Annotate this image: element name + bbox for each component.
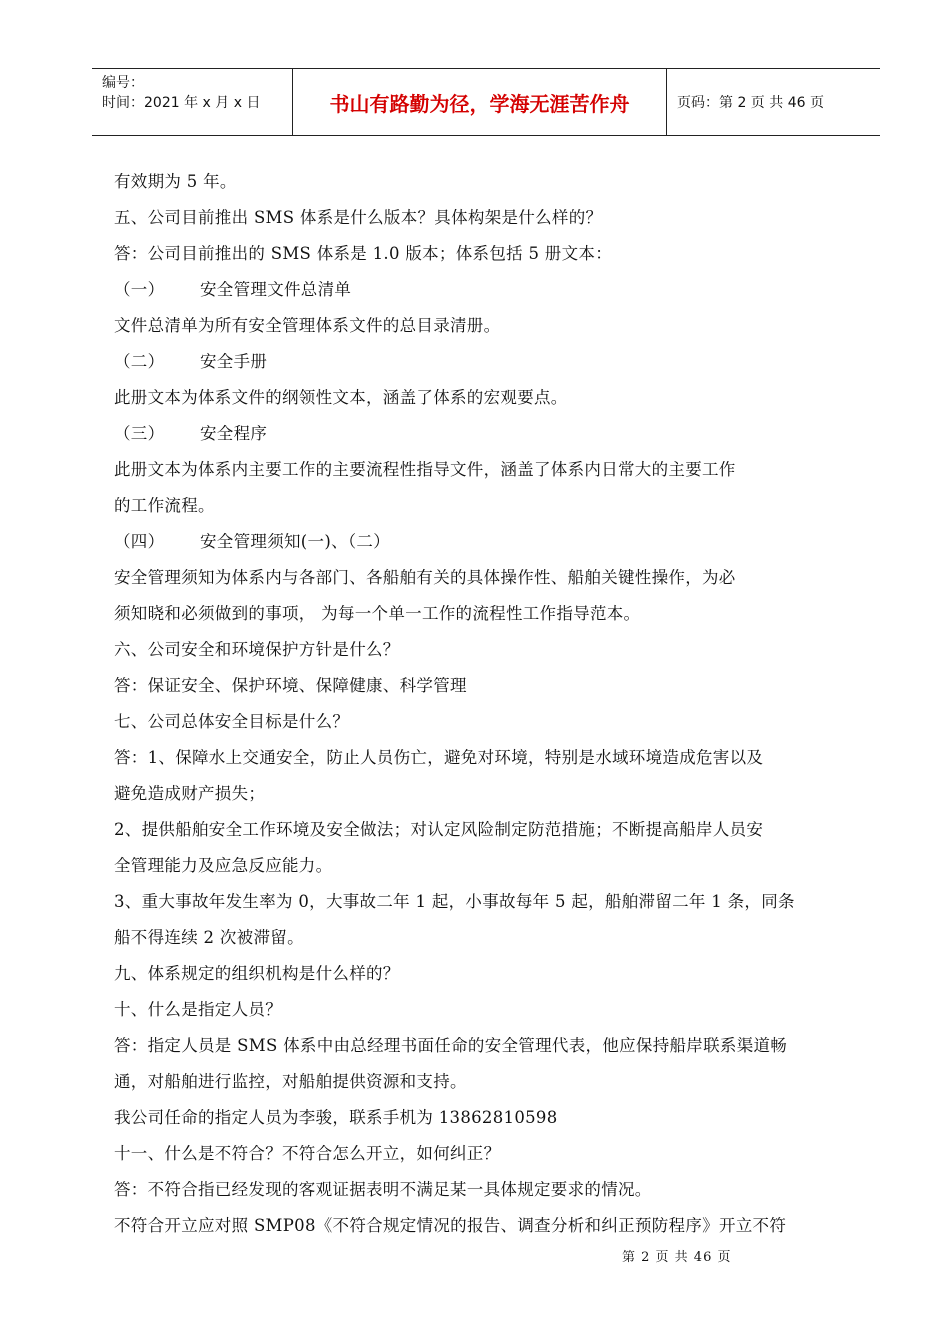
body-line: 此册文本为体系内主要工作的主要流程性指导文件，涵盖了体系内日常大的主要工作 xyxy=(114,460,736,479)
sub-title: 安全程序 xyxy=(200,424,268,443)
sub-number: （四） xyxy=(114,532,165,551)
body-line: 我公司任命的指定人员为李骏，联系手机为 13862810598 xyxy=(114,1108,558,1127)
body-line: 船不得连续 2 次被滞留。 xyxy=(114,928,304,947)
question-heading: 十一、什么是不符合？不符合怎么开立，如何纠正？ xyxy=(114,1144,501,1163)
sub-number: （三） xyxy=(114,424,165,443)
sub-heading-2 xyxy=(114,344,864,380)
answer-line: 答：指定人员是 SMS 体系中由总经理书面任命的安全管理代表，他应保持船岸联系渠道畅 xyxy=(114,1036,788,1055)
body-line: 的工作流程。 xyxy=(114,496,215,515)
answer-line: 答：1、保障水上交通安全，防止人员伤亡，避免对环境，特别是水域环境造成危害以及 xyxy=(114,748,764,767)
header-meta xyxy=(92,69,293,135)
body-line: 须知晓和必须做到的事项， 为每一个单一工作的流程性工作指导范本。 xyxy=(114,604,641,623)
page-header xyxy=(92,68,880,136)
page-footer: 第 2 页 共 46 页 xyxy=(622,1250,732,1265)
body-line: 全管理能力及应急反应能力。 xyxy=(114,856,333,875)
body-line: 3、重大事故年发生率为 0，大事故二年 1 起，小事故每年 5 起，船舶滞留二年 1 条，同条 xyxy=(114,892,795,911)
header-page-number: 页码：第 2 页 共 46 页 xyxy=(677,95,824,111)
body-line: 不符合开立应对照 SMP08《不符合规定情况的报告、调查分析和纠正预防程序》开立不符 xyxy=(114,1216,787,1235)
header-motto: 书山有路勤为径，学海无涯苦作舟 xyxy=(293,69,667,135)
sub-number: （二） xyxy=(114,352,165,371)
body-line: 文件总清单为所有安全管理体系文件的总目录清册。 xyxy=(114,316,501,335)
sub-heading-4 xyxy=(114,524,864,560)
question-heading: 六、公司安全和环境保护方针是什么？ xyxy=(114,640,400,659)
sub-heading-3 xyxy=(114,416,864,452)
answer-line: 答：保证安全、保护环境、保障健康、科学管理 xyxy=(114,676,467,695)
answer-line: 答：不符合指已经发现的客观证据表明不满足某一具体规定要求的情况。 xyxy=(114,1180,652,1199)
body-line: 此册文本为体系文件的纲领性文本，涵盖了体系的宏观要点。 xyxy=(114,388,568,407)
sub-heading-1 xyxy=(114,272,864,308)
sub-title: 安全管理须知(一)、（二） xyxy=(200,532,391,551)
body-line: 通，对船舶进行监控，对船舶提供资源和支持。 xyxy=(114,1072,467,1091)
answer-line: 答：公司目前推出的 SMS 体系是 1.0 版本；体系包括 5 册文本： xyxy=(114,244,613,263)
time-label: 时间：2021 年 x 月 x 日 xyxy=(102,95,261,111)
sub-title: 安全手册 xyxy=(200,352,268,371)
question-heading: 五、公司目前推出 SMS 体系是什么版本？具体构架是什么样的？ xyxy=(114,208,603,227)
question-heading: 七、公司总体安全目标是什么？ xyxy=(114,712,350,731)
body-line: 安全管理须知为体系内与各部门、各船舶有关的具体操作性、船舶关键性操作，为必 xyxy=(114,568,736,587)
body-line: 2、提供船舶安全工作环境及安全做法；对认定风险制定防范措施；不断提高船岸人员安 xyxy=(114,820,764,839)
question-heading: 十、什么是指定人员？ xyxy=(114,1000,282,1019)
question-heading: 九、体系规定的组织机构是什么样的？ xyxy=(114,964,400,983)
code-label: 编号： xyxy=(102,75,144,91)
body-line: 有效期为 5 年。 xyxy=(114,172,237,191)
sub-number: （一） xyxy=(114,280,165,299)
body-line: 避免造成财产损失； xyxy=(114,784,266,803)
document-body xyxy=(114,164,864,1244)
sub-title: 安全管理文件总清单 xyxy=(200,280,352,299)
